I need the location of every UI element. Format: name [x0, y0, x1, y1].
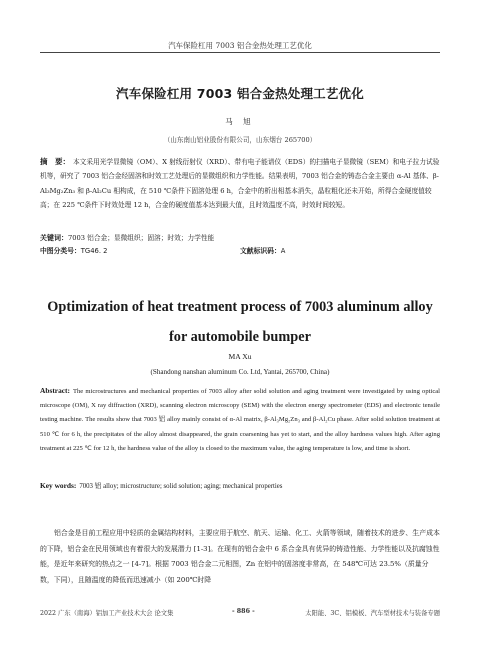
header-rule: [40, 52, 440, 53]
classification-label: 中图分类号：: [40, 247, 81, 255]
page-footer: [40, 608, 440, 618]
classification-value: TG46. 2: [80, 247, 108, 255]
classification-line: [40, 245, 440, 255]
english-abstract: [40, 384, 440, 456]
document-code-value: A: [280, 247, 286, 255]
footer-topic: 太阳能、3C、铝模板、汽车型材技术与装备专题: [305, 610, 440, 617]
english-keywords: [40, 480, 440, 490]
document-code: [240, 245, 285, 255]
footer-proceedings: 2022 广东（南海）铝加工产业技术大会 论文集: [40, 610, 174, 617]
chinese-abstract: [40, 155, 440, 212]
chinese-title: 汽车保险杠用 7003 铝合金热处理工艺优化: [116, 86, 364, 101]
english-author: MA Xu: [228, 352, 252, 361]
body-paragraph: 铝合金是目前工程应用中轻质的金属结构材料，主要应用于航空、航天、运输、化工、火箭等领域，随着技术的进步、生产成本的下降，铝合金在民用领域也有着很大的发展潜力 [1-3]。在现有的铝合金中 6 系合金具有优异的铸造性能、力学性能以及抗腐蚀性能，是近年来研究的热点之一 [4-7]。根据 7003 铝合金二元相图，Zn 在铝中的固溶度非常高，在 548℃可达 23.5%（质量分数，下同），且随温度的降低而迅速减小（如 200℃时降: [40, 529, 440, 584]
chinese-keywords-text: 7003 铝合金；显微组织；固溶；时效；力学性能: [68, 234, 215, 242]
english-abstract-text: The microstructures and mechanical properties of 7003 alloy after solid solution and aging treatment were investigated by using optical microscope (OM), X ray diffraction (XRD), scanning electron microscopy (SEM) with the electron energy spectrometer (EDS) and electronic tensile testing machine. The results show that 7003 铝 alloy mainly consist of α-Al matrix, β-Al₃Mg₂Zn₃ and β-Al₂Cu phase. After solid solution treatment at 510 ℃ for 6 h, the precipitates of the alloy almost disappeared, the grain coarsening has yet to start, and the alloy hardness values high. After aging treatment at 225 ℃ for 12 h, the hardness value of the alloy is closed to the maximum value, the aging temperature is low, and time is short.: [40, 388, 440, 452]
chinese-affiliation: （山东南山铝业股份有限公司，山东烟台 265700）: [163, 136, 317, 144]
document-code-label: 文献标识码：: [240, 247, 281, 255]
chinese-keywords: [40, 232, 440, 243]
english-title: Optimization of heat treatment process of 7003 aluminum alloy for automobile bumper: [47, 299, 433, 345]
chinese-abstract-label: 摘 要：: [40, 157, 70, 166]
chinese-abstract-text: 本文采用光学显微镜（OM）、X 射线衍射仪（XRD）、带有电子能谱仪（EDS）的扫描电子显微镜（SEM）和电子拉力试验机等，研究了 7003 铝合金经固溶和时效工艺处理后的显微组织和力学性能。结果表明，7003 铝合金的铸态合金主要由 α-Al 基体、β-Al₃Mg₂Zn₃ 和 β-Al₂Cu 相构成，在 510 ℃条件下固溶处理 6 h，合金中的析出相基本消失，晶粒粗化还未开始，所得合金硬度值较高；在 225 ℃条件下时效处理 12 h，合金的硬度值基本达到最大值，且时效温度不高，时效时间较短。: [40, 158, 440, 209]
page-number: - 886 -: [232, 608, 255, 615]
english-keywords-label: Key words:: [40, 481, 77, 490]
english-affiliation: (Shandong nanshan aluminum Co. Ltd, Yantai, 265700, China): [150, 368, 330, 376]
chinese-keywords-label: 关键词：: [40, 234, 68, 242]
english-abstract-label: Abstract:: [40, 386, 70, 395]
running-head: 汽车保险杠用 7003 铝合金热处理工艺优化: [168, 41, 312, 50]
chinese-author: 马 旭: [225, 117, 255, 126]
english-keywords-text: 7003 铝 alloy; microstructure; solid solution; aging; mechanical properties: [79, 483, 283, 490]
